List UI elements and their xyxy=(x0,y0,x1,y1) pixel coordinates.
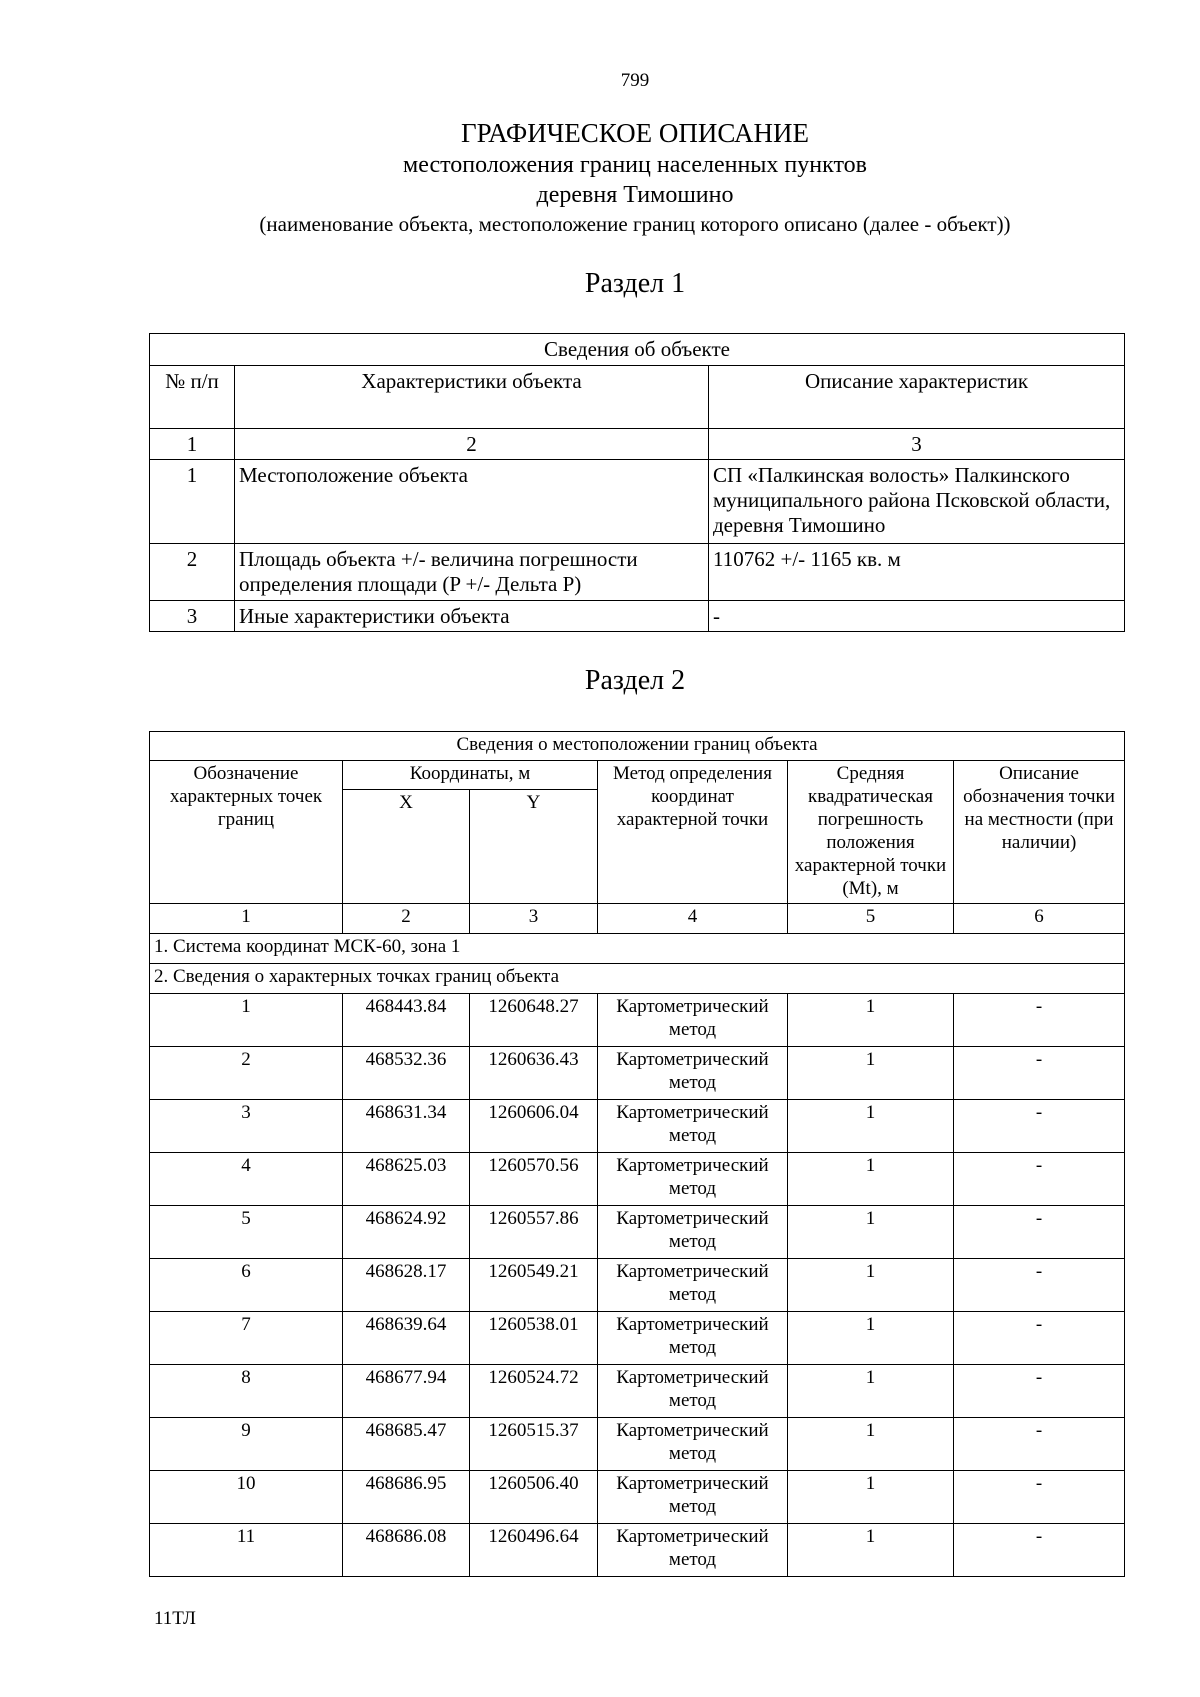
point-method: Картометрический метод xyxy=(598,1471,788,1524)
point-y: 1260557.86 xyxy=(470,1206,598,1259)
point-x: 468628.17 xyxy=(343,1259,470,1312)
row-characteristic: Площадь объекта +/- величина погрешности определения площади (P +/- Дельта P) xyxy=(235,544,709,601)
index-cell: 2 xyxy=(235,429,709,460)
point-id: 7 xyxy=(150,1312,343,1365)
point-id: 4 xyxy=(150,1153,343,1206)
header-method: Метод определения координат характерной точки xyxy=(598,761,788,904)
point-description: - xyxy=(954,1047,1125,1100)
point-x: 468631.34 xyxy=(343,1100,470,1153)
page-number: 799 xyxy=(620,70,650,91)
point-x: 468639.64 xyxy=(343,1312,470,1365)
header-x: X xyxy=(343,790,470,904)
header-accuracy: Средняя квадратическая погрешность положения характерной точки (Mt), м xyxy=(788,761,954,904)
point-x: 468443.84 xyxy=(343,994,470,1047)
point-id: 1 xyxy=(150,994,343,1047)
point-y: 1260515.37 xyxy=(470,1418,598,1471)
document-title-block xyxy=(0,117,1200,238)
point-accuracy: 1 xyxy=(788,1047,954,1100)
index-cell: 1 xyxy=(150,904,343,934)
table-row xyxy=(150,1259,1125,1312)
table-row xyxy=(150,544,1125,601)
point-accuracy: 1 xyxy=(788,1524,954,1577)
point-description: - xyxy=(954,1259,1125,1312)
point-description: - xyxy=(954,1365,1125,1418)
points-body xyxy=(150,994,1125,1577)
table-row xyxy=(150,1524,1125,1577)
section1-heading: Раздел 1 xyxy=(584,268,686,299)
point-y: 1260538.01 xyxy=(470,1312,598,1365)
point-description: - xyxy=(954,1471,1125,1524)
document-subtitle: местоположения границ населенных пунктов xyxy=(403,152,867,178)
table-row xyxy=(150,1418,1125,1471)
index-cell: 3 xyxy=(470,904,598,934)
point-y: 1260606.04 xyxy=(470,1100,598,1153)
point-id: 5 xyxy=(150,1206,343,1259)
point-id: 2 xyxy=(150,1047,343,1100)
point-y: 1260636.43 xyxy=(470,1047,598,1100)
index-cell: 5 xyxy=(788,904,954,934)
point-id: 11 xyxy=(150,1524,343,1577)
point-y: 1260549.21 xyxy=(470,1259,598,1312)
header-num: № п/п xyxy=(150,366,235,429)
boundary-points-table xyxy=(149,731,1125,1577)
point-method: Картометрический метод xyxy=(598,994,788,1047)
row-num: 3 xyxy=(150,601,235,632)
index-cell: 6 xyxy=(954,904,1125,934)
table-row xyxy=(150,1206,1125,1259)
page-footer-mark: 11ТЛ xyxy=(154,1608,196,1629)
point-x: 468624.92 xyxy=(343,1206,470,1259)
table-row xyxy=(150,1365,1125,1418)
header-point-description: Описание обозначения точки на местности (при наличии) xyxy=(954,761,1125,904)
table-row xyxy=(150,1047,1125,1100)
point-accuracy: 1 xyxy=(788,1153,954,1206)
point-id: 8 xyxy=(150,1365,343,1418)
point-accuracy: 1 xyxy=(788,1471,954,1524)
header-designation: Обозначение характерных точек границ xyxy=(150,761,343,904)
point-x: 468532.36 xyxy=(343,1047,470,1100)
table-row xyxy=(150,1471,1125,1524)
point-description: - xyxy=(954,1100,1125,1153)
object-info-table-title: Сведения об объекте xyxy=(150,334,1125,366)
boundary-table-title: Сведения о местоположении границ объекта xyxy=(150,732,1125,761)
row-description: СП «Палкинская волость» Палкинского муниципального района Псковской области, деревня Тимошино xyxy=(709,460,1125,544)
point-method: Картометрический метод xyxy=(598,1524,788,1577)
row-characteristic: Иные характеристики объекта xyxy=(235,601,709,632)
section2-heading: Раздел 2 xyxy=(584,665,686,696)
point-id: 3 xyxy=(150,1100,343,1153)
object-info-table xyxy=(149,333,1125,632)
index-cell: 2 xyxy=(343,904,470,934)
point-accuracy: 1 xyxy=(788,1365,954,1418)
point-description: - xyxy=(954,1206,1125,1259)
point-y: 1260506.40 xyxy=(470,1471,598,1524)
point-id: 10 xyxy=(150,1471,343,1524)
index-cell: 4 xyxy=(598,904,788,934)
header-y: Y xyxy=(470,790,598,904)
document-title: ГРАФИЧЕСКОЕ ОПИСАНИЕ xyxy=(460,118,810,148)
point-accuracy: 1 xyxy=(788,1312,954,1365)
table-row xyxy=(150,1153,1125,1206)
index-cell: 3 xyxy=(709,429,1125,460)
header-characteristic: Характеристики объекта xyxy=(235,366,709,429)
table-row xyxy=(150,601,1125,632)
point-method: Картометрический метод xyxy=(598,1206,788,1259)
row-num: 1 xyxy=(150,460,235,544)
object-name-note: (наименование объекта, местоположение границ которого описано (далее - объект)) xyxy=(259,212,1011,236)
point-y: 1260524.72 xyxy=(470,1365,598,1418)
point-x: 468677.94 xyxy=(343,1365,470,1418)
object-name: деревня Тимошино xyxy=(536,182,734,208)
row-characteristic: Местоположение объекта xyxy=(235,460,709,544)
table-row xyxy=(150,1100,1125,1153)
point-method: Картометрический метод xyxy=(598,1418,788,1471)
point-description: - xyxy=(954,1312,1125,1365)
table-row xyxy=(150,460,1125,544)
point-id: 9 xyxy=(150,1418,343,1471)
point-description: - xyxy=(954,1418,1125,1471)
point-accuracy: 1 xyxy=(788,1418,954,1471)
point-method: Картометрический метод xyxy=(598,1259,788,1312)
table-row xyxy=(150,994,1125,1047)
point-x: 468685.47 xyxy=(343,1418,470,1471)
point-accuracy: 1 xyxy=(788,1100,954,1153)
point-description: - xyxy=(954,1524,1125,1577)
row-description: - xyxy=(709,601,1125,632)
point-y: 1260496.64 xyxy=(470,1524,598,1577)
point-x: 468625.03 xyxy=(343,1153,470,1206)
point-method: Картометрический метод xyxy=(598,1047,788,1100)
point-x: 468686.08 xyxy=(343,1524,470,1577)
point-method: Картометрический метод xyxy=(598,1100,788,1153)
row-description: 110762 +/- 1165 кв. м xyxy=(709,544,1125,601)
table-row xyxy=(150,1312,1125,1365)
point-method: Картометрический метод xyxy=(598,1312,788,1365)
point-accuracy: 1 xyxy=(788,1259,954,1312)
header-coords: Координаты, м xyxy=(343,761,598,790)
point-method: Картометрический метод xyxy=(598,1365,788,1418)
row-num: 2 xyxy=(150,544,235,601)
point-y: 1260648.27 xyxy=(470,994,598,1047)
point-y: 1260570.56 xyxy=(470,1153,598,1206)
point-id: 6 xyxy=(150,1259,343,1312)
point-description: - xyxy=(954,1153,1125,1206)
point-method: Картометрический метод xyxy=(598,1153,788,1206)
point-accuracy: 1 xyxy=(788,1206,954,1259)
points-info-row: 2. Сведения о характерных точках границ объекта xyxy=(150,964,1125,994)
index-cell: 1 xyxy=(150,429,235,460)
header-description: Описание характеристик xyxy=(709,366,1125,429)
coordinate-system-row: 1. Система координат МСК-60, зона 1 xyxy=(150,934,1125,964)
point-x: 468686.95 xyxy=(343,1471,470,1524)
point-accuracy: 1 xyxy=(788,994,954,1047)
point-description: - xyxy=(954,994,1125,1047)
